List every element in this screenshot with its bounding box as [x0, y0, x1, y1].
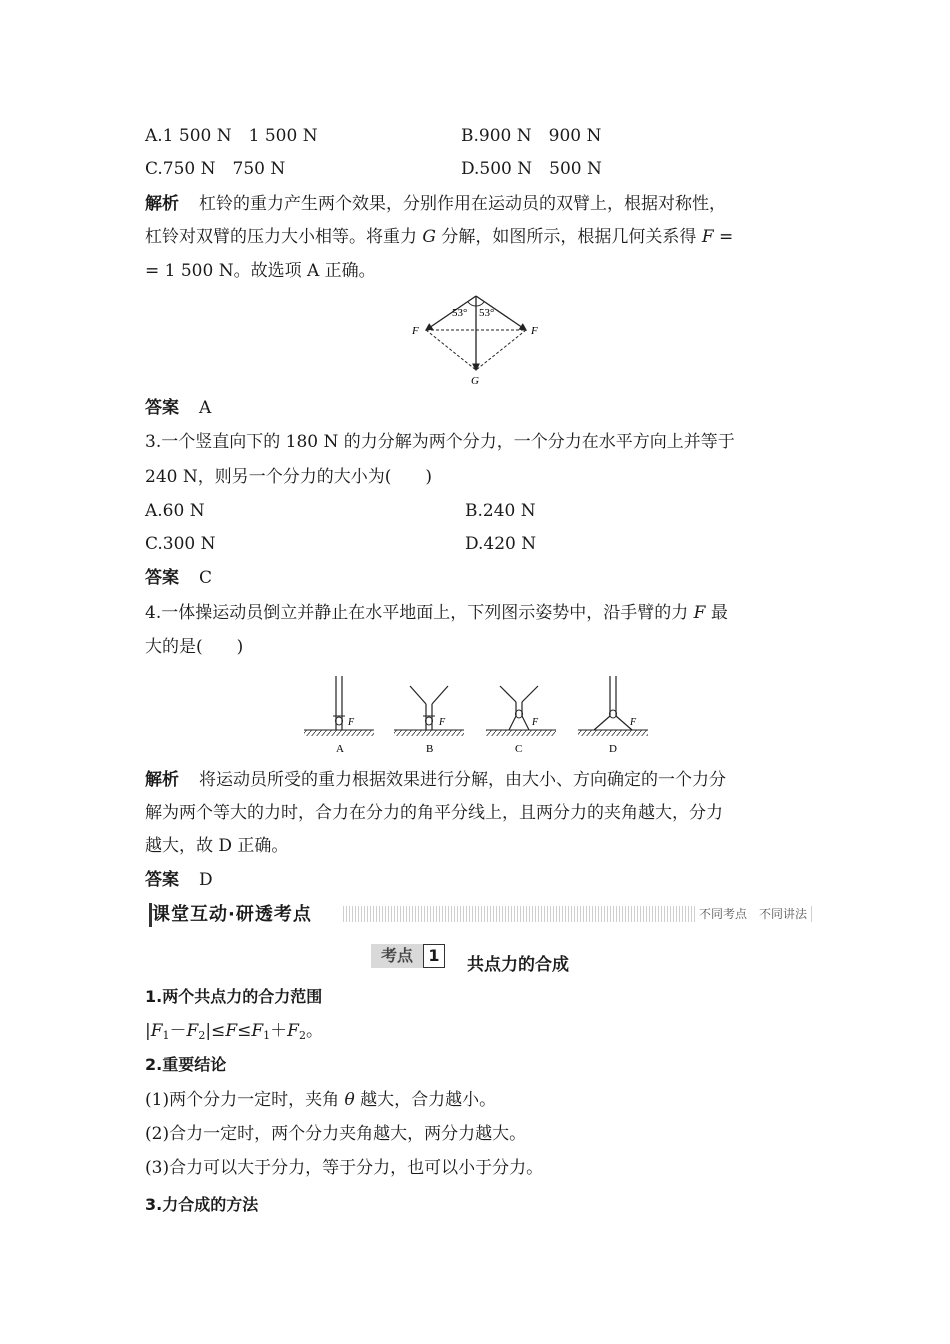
posture-a	[304, 676, 374, 755]
section-banner	[145, 903, 813, 927]
analysis-label: 解析	[145, 770, 179, 790]
q2-analysis-line1	[145, 192, 726, 216]
force-f-left-arrow	[426, 296, 476, 330]
symbol-g: G	[422, 227, 436, 247]
q2-analysis-text2c: =	[713, 227, 734, 247]
posture-c	[486, 686, 556, 755]
conclusion-3: (3)合力可以大于分力，等于分力，也可以小于分力。	[145, 1158, 544, 1178]
q3-option-d: D.420 N	[465, 534, 537, 554]
q4-answer	[145, 868, 213, 892]
q2-analysis-text2b: 分解，如图所示，根据几何关系得	[436, 227, 702, 247]
symbol-f: F	[701, 227, 714, 247]
q2-option-d: D.500 N 500 N	[461, 159, 602, 179]
kaodian-tag	[371, 944, 445, 968]
range-formula: $|F_1-F_2|\le F\le F_1+F_2$。	[145, 1021, 323, 1042]
q3-option-c: C.300 N	[145, 534, 216, 554]
force-label-b: F	[439, 717, 446, 728]
dashed-line	[426, 330, 476, 370]
kaodian-title: 共点力的合成	[467, 955, 569, 975]
posture-b	[394, 686, 464, 755]
q2-analysis-line3: = 1 500 N。故选项 A 正确。	[145, 261, 376, 281]
heading-conclusions: 2.重要结论	[145, 1055, 227, 1074]
banner-title: 课堂互动·研透考点	[149, 903, 318, 927]
q2-answer	[145, 396, 211, 420]
q4-analysis-line2: 解为两个等大的力时，合力在分力的角平分线上，且两分力的夹角越大，分力	[145, 803, 723, 823]
symbol-f: F	[693, 603, 706, 623]
answer-label: 答案	[145, 398, 179, 418]
q4-stem-text1b: 最	[705, 603, 728, 623]
analysis-label: 解析	[145, 194, 179, 214]
force-decomposition-figure	[408, 290, 550, 388]
q4-stem-line1	[145, 601, 728, 625]
answer-value: D	[199, 870, 213, 890]
heading-methods: 3.力合成的方法	[145, 1195, 259, 1214]
posture-label-c: C	[515, 743, 523, 755]
q2-option-a: A.1 500 N 1 500 N	[145, 126, 318, 146]
posture-label-b: B	[426, 743, 434, 755]
q4-analysis-line3: 越大，故 D 正确。	[145, 836, 289, 856]
posture-label-d: D	[609, 743, 617, 755]
q4-analysis-text1: 将运动员所受的重力根据效果进行分解，由大小、方向确定的一个力分	[199, 770, 726, 790]
q2-analysis-line2	[145, 225, 733, 249]
label-g: G	[471, 375, 479, 387]
heading-range: 1.两个共点力的合力范围	[145, 987, 323, 1006]
conclusion-2: (2)合力一定时，两个分力夹角越大，两分力越大。	[145, 1124, 527, 1144]
angle-label-left: 53°	[452, 307, 468, 319]
kaodian-number: 1	[423, 944, 445, 968]
q3-stem-line1: 3.一个竖直向下的 180 N 的力分解为两个分力，一个分力在水平方向上并等于	[145, 432, 735, 452]
answer-value: C	[199, 568, 213, 588]
force-label-c: F	[532, 717, 539, 728]
label-f-left: F	[412, 325, 419, 337]
conclusion-1-text-a: (1)两个分力一定时，夹角	[145, 1090, 345, 1110]
label-f-right: F	[531, 325, 538, 337]
q4-analysis-line1	[145, 768, 726, 792]
force-label-d: F	[630, 717, 637, 728]
posture-d	[578, 676, 648, 755]
q3-option-a: A.60 N	[145, 501, 205, 521]
posture-label-a: A	[336, 743, 344, 755]
kaodian-label: 考点	[371, 944, 423, 968]
banner-subtitle: 不同考点 不同讲法	[698, 907, 807, 921]
q3-stem-line2: 240 N，则另一个分力的大小为( )	[145, 467, 432, 487]
conclusion-1	[145, 1088, 496, 1112]
answer-value: A	[199, 398, 212, 418]
q4-stem-text1a: 4.一体操运动员倒立并静止在水平地面上，下列图示姿势中，沿手臂的力	[145, 603, 694, 623]
q3-answer	[145, 566, 212, 590]
q2-option-b: B.900 N 900 N	[461, 126, 602, 146]
q2-analysis-text2a: 杠铃对双臂的压力大小相等。将重力	[145, 227, 423, 247]
q2-analysis-text1: 杠铃的重力产生两个效果，分别作用在运动员的双臂上，根据对称性，	[199, 194, 726, 214]
q4-stem-line2: 大的是( )	[145, 637, 244, 657]
symbol-theta: θ	[344, 1090, 355, 1110]
angle-label-right: 53°	[479, 307, 495, 319]
force-label-a: F	[348, 717, 355, 728]
answer-label: 答案	[145, 870, 179, 890]
gymnast-postures-figure	[300, 672, 658, 762]
q2-option-c: C.750 N 750 N	[145, 159, 286, 179]
conclusion-1-text-b: 越大，合力越小。	[354, 1090, 497, 1110]
q3-option-b: B.240 N	[465, 501, 536, 521]
dashed-line	[476, 330, 526, 370]
answer-label: 答案	[145, 568, 179, 588]
